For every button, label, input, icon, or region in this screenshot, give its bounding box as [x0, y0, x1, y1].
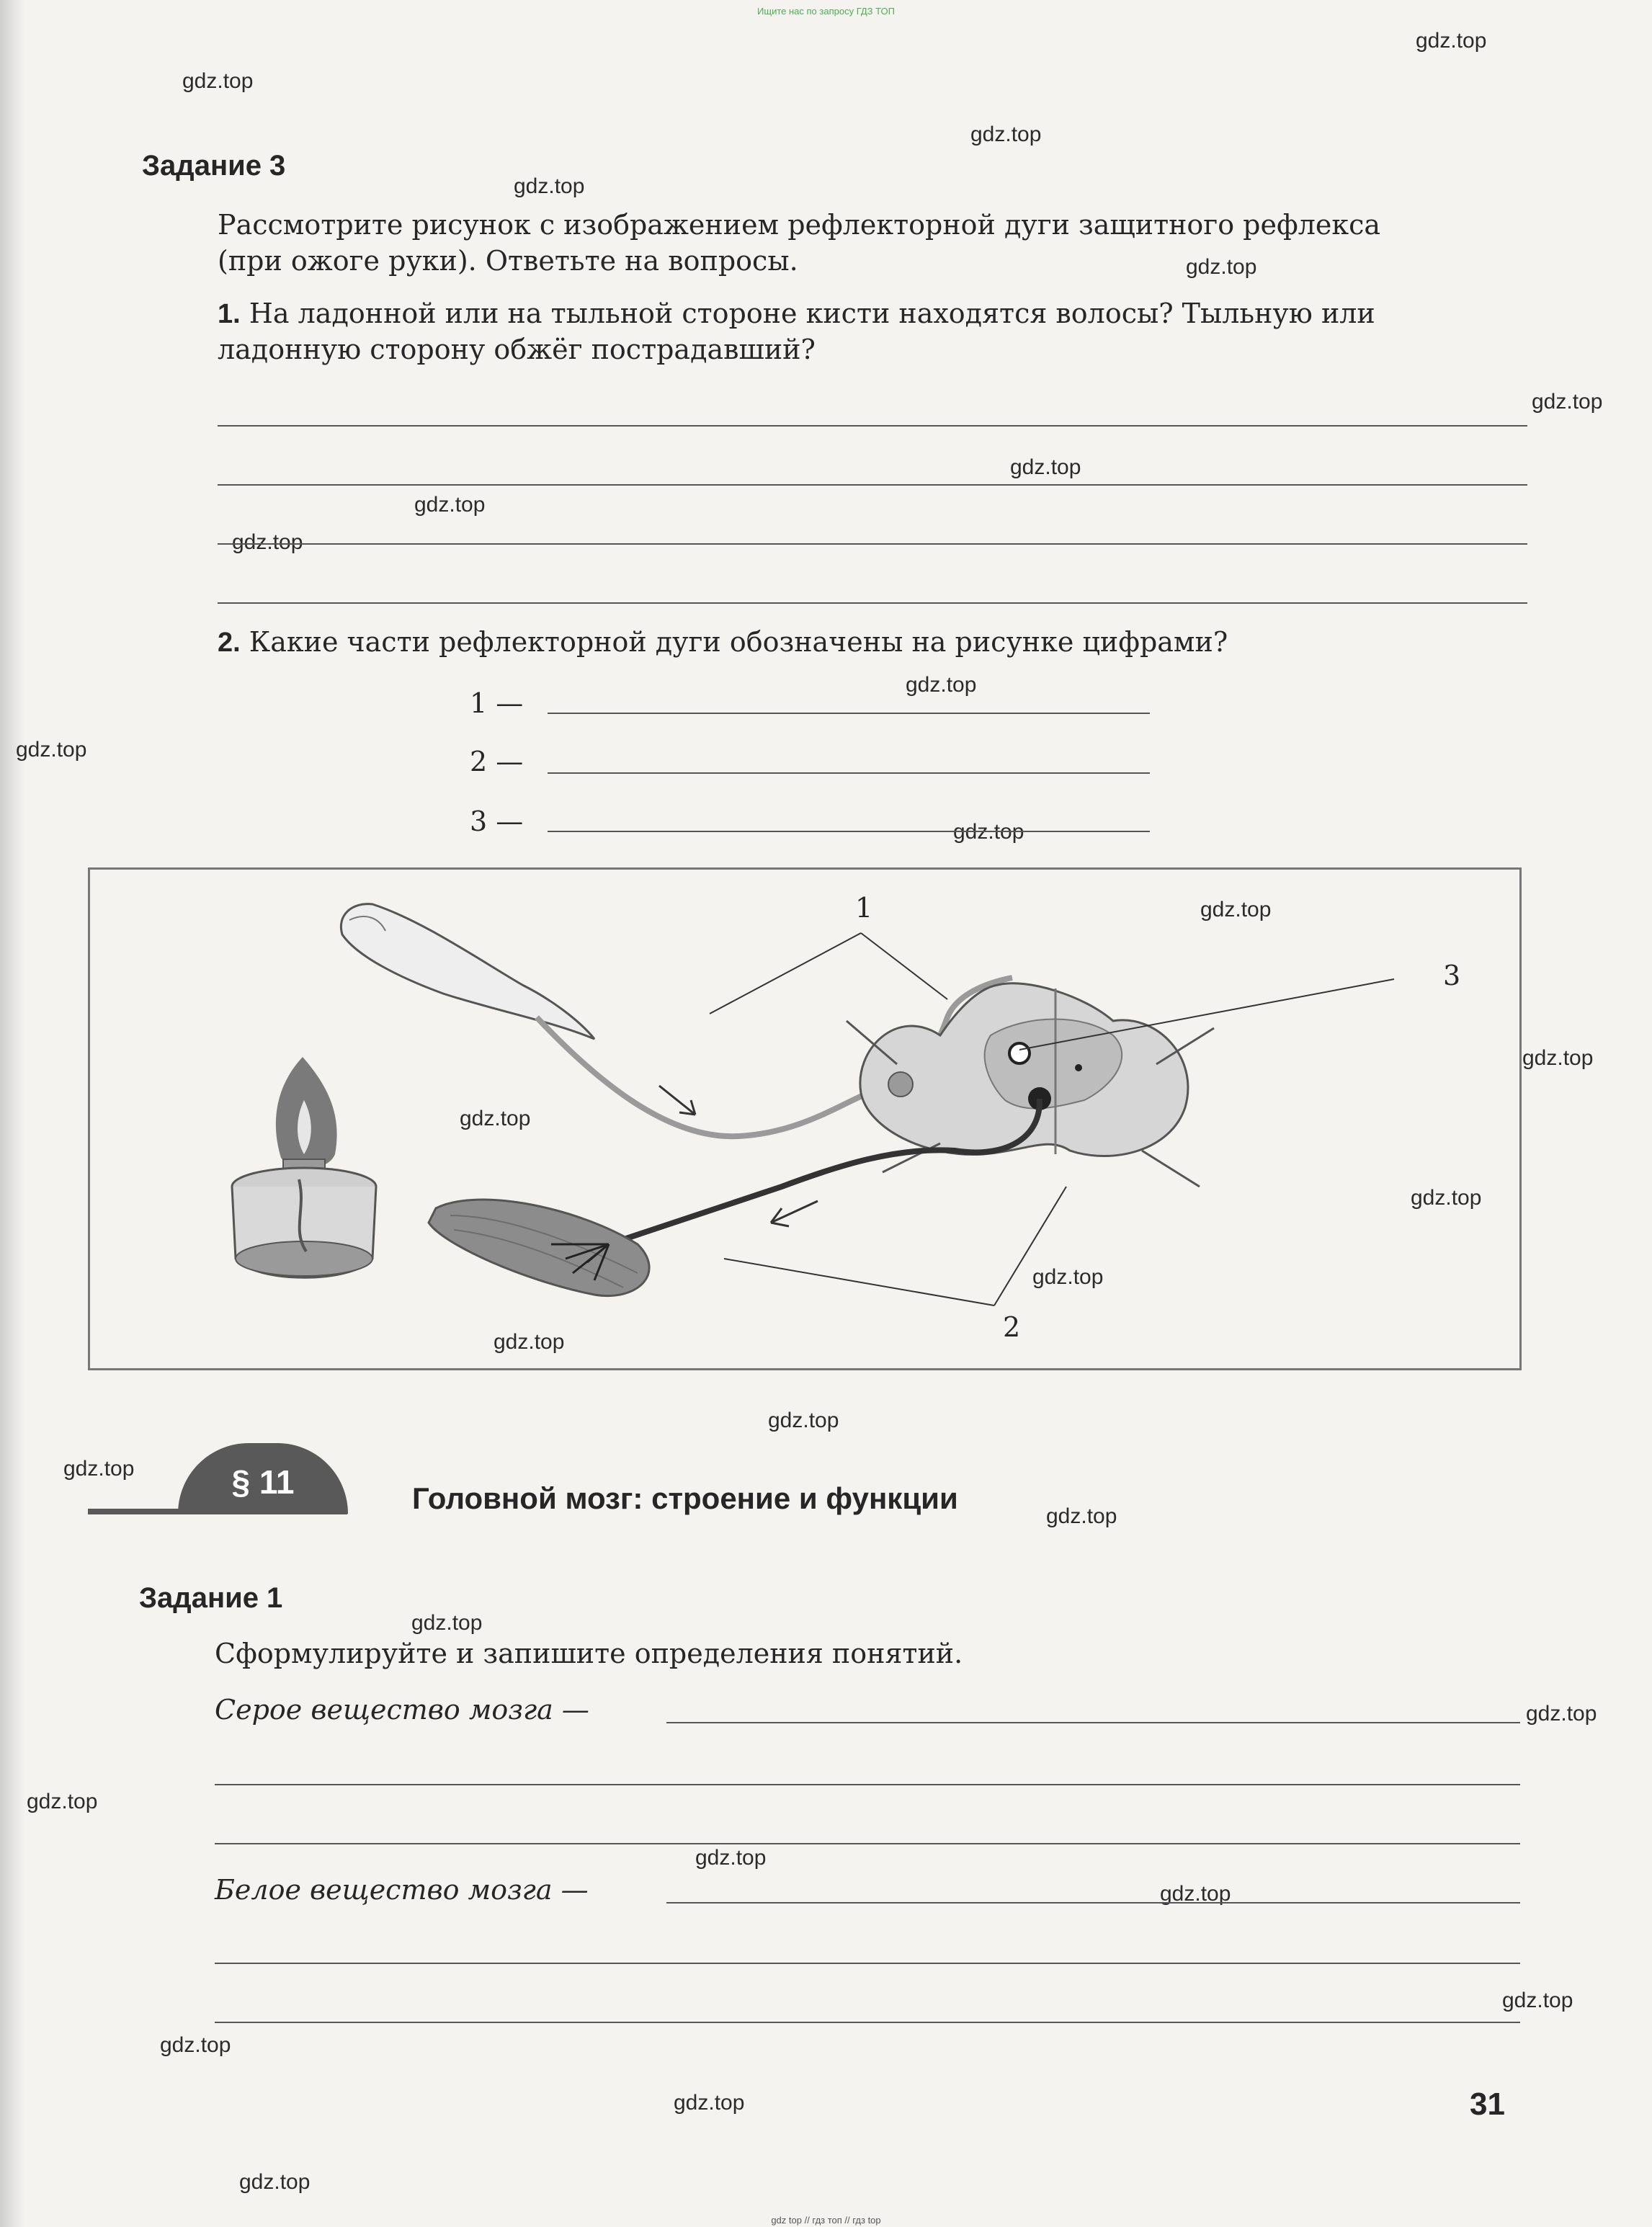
- definition-line[interactable]: [215, 1784, 1520, 1785]
- watermark: gdz.top: [160, 2033, 231, 2057]
- watermark: gdz.top: [514, 174, 585, 198]
- watermark: gdz.top: [1032, 1265, 1104, 1289]
- watermark: gdz.top: [1416, 29, 1487, 53]
- definition-line[interactable]: [215, 1843, 1520, 1844]
- watermark: gdz.top: [695, 1846, 767, 1870]
- section-title: Головной мозг: строение и функции: [412, 1481, 958, 1515]
- answer-line-3[interactable]: [548, 831, 1150, 832]
- watermark: gdz.top: [1186, 255, 1257, 279]
- arrow-icon: [659, 1086, 695, 1115]
- watermark: gdz.top: [411, 1611, 483, 1635]
- watermark: gdz.top: [1046, 1504, 1117, 1528]
- task1-intro: Сформулируйте и запишите определения понятий.: [215, 1638, 963, 1669]
- finger-icon: [341, 904, 594, 1039]
- question1-line2: ладонную сторону обжёг пострадавший?: [218, 334, 816, 365]
- definition-line[interactable]: [666, 1722, 1520, 1723]
- question2-text: Какие части рефлекторной дуги обозначены на рисунке цифрами?: [249, 626, 1228, 658]
- answer-line[interactable]: [218, 425, 1527, 427]
- watermark: gdz.top: [460, 1107, 531, 1130]
- answer-label-3: 3 —: [470, 805, 524, 837]
- watermark: gdz.top: [1532, 390, 1603, 414]
- watermark: gdz.top: [1522, 1046, 1594, 1070]
- page-number: 31: [1470, 2087, 1505, 2122]
- watermark: gdz.top: [1010, 455, 1081, 479]
- watermark: gdz.top: [906, 673, 977, 697]
- task3-intro-line2: (при ожоге руки). Ответьте на вопросы.: [218, 245, 798, 277]
- top-banner: Ищите нас по запросу ГДЗ ТОП: [757, 6, 895, 17]
- task1-title: Задание 1: [139, 1582, 283, 1614]
- watermark: gdz.top: [1411, 1186, 1482, 1210]
- task3-intro-line1: Рассмотрите рисунок с изображением рефлекторной дуги защитного рефлекса: [218, 209, 1381, 241]
- definition-line[interactable]: [215, 1963, 1520, 1964]
- figure-label-3: 3: [1443, 960, 1461, 991]
- answer-line[interactable]: [218, 484, 1527, 486]
- watermark: gdz.top: [674, 2091, 745, 2115]
- term-white-matter: Белое вещество мозга —: [215, 1874, 589, 1906]
- watermark: gdz.top: [27, 1790, 98, 1813]
- watermark: gdz.top: [1160, 1882, 1231, 1906]
- watermark: gdz.top: [16, 738, 87, 762]
- question1-line1: На ладонной или на тыльной стороне кисти находятся волосы? Тыльную или: [249, 298, 1375, 329]
- interneuron: [1009, 1043, 1030, 1063]
- section-number: § 11: [231, 1463, 295, 1501]
- watermark: gdz.top: [494, 1330, 565, 1354]
- spirit-lamp-icon: [232, 1057, 376, 1277]
- watermark: gdz.top: [953, 820, 1024, 844]
- term-grey-matter: Серое вещество мозга —: [215, 1694, 589, 1726]
- answer-line[interactable]: [218, 602, 1527, 604]
- figure-label-2: 2: [1003, 1311, 1021, 1343]
- question2-number: 2.: [218, 628, 241, 658]
- bottom-banner: gdz top // гдз топ // гдз top: [771, 2215, 881, 2226]
- watermark: gdz.top: [1502, 1989, 1573, 2012]
- watermark: gdz.top: [970, 122, 1042, 146]
- watermark: gdz.top: [1200, 898, 1272, 921]
- reflex-arc-illustration: [90, 870, 1519, 1368]
- definition-line[interactable]: [215, 2022, 1520, 2023]
- answer-line-1[interactable]: [548, 713, 1150, 714]
- reflex-arc-figure: [88, 867, 1522, 1370]
- answer-label-1: 1 —: [470, 687, 524, 719]
- answer-line[interactable]: [218, 543, 1527, 545]
- task3-title: Задание 3: [142, 150, 286, 182]
- watermark: gdz.top: [182, 69, 254, 93]
- watermark: gdz.top: [63, 1457, 135, 1481]
- muscle-icon: [429, 1200, 649, 1296]
- definition-line[interactable]: [666, 1902, 1520, 1904]
- answer-label-2: 2 —: [470, 746, 524, 777]
- watermark: gdz.top: [232, 530, 303, 554]
- answer-line-2[interactable]: [548, 772, 1150, 774]
- page-binding-shadow: [0, 0, 24, 2227]
- watermark: gdz.top: [239, 2170, 311, 2194]
- figure-label-1: 1: [855, 892, 873, 924]
- spinal-ganglion: [888, 1072, 913, 1097]
- watermark: gdz.top: [414, 493, 486, 517]
- question1-number: 1.: [218, 299, 241, 329]
- watermark: gdz.top: [1526, 1702, 1597, 1726]
- watermark: gdz.top: [768, 1409, 839, 1432]
